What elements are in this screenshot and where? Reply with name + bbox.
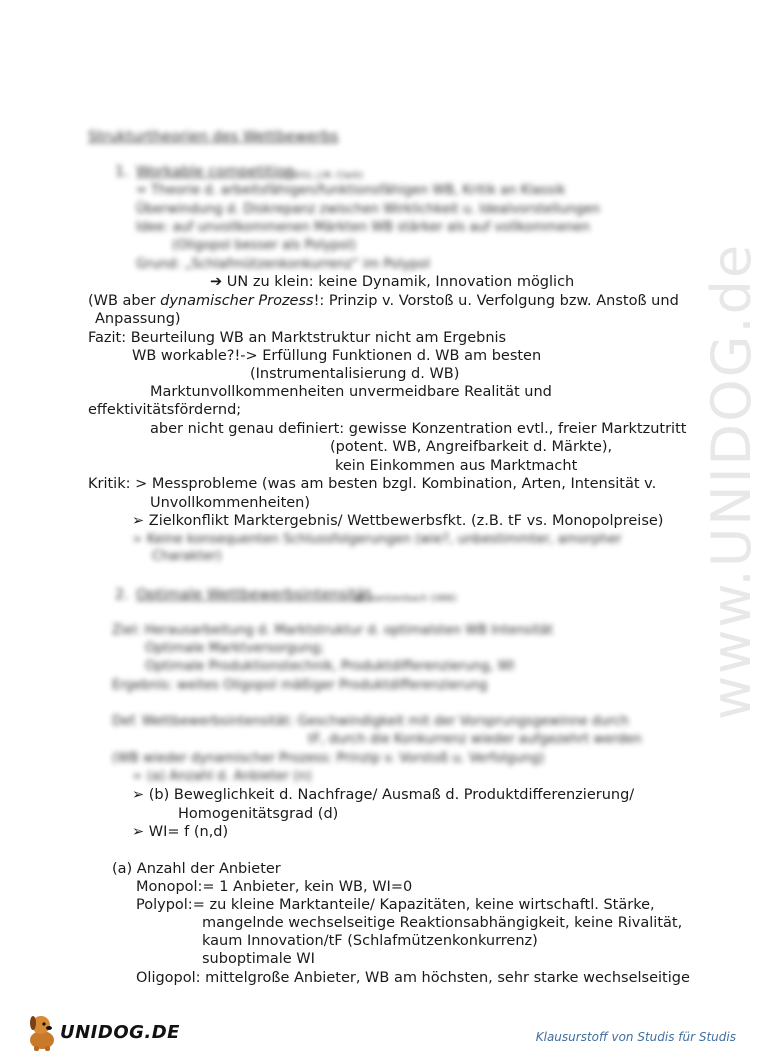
section1-line: Unvollkommenheiten) xyxy=(150,495,311,511)
section2-line: tF, durch die Konkurrenz wieder aufgezehrt werden xyxy=(308,732,642,747)
section3-line: mangelnde wechselseitige Reaktionsabhängigkeit, keine Rivalität, xyxy=(202,915,683,931)
section1-source: (1931; J.M. Clark) xyxy=(285,171,364,181)
section2-line: Optimale Produktionstechnik, Produktdifferenzierung, WI xyxy=(145,659,515,674)
section1-line: Marktunvollkommenheiten unvermeidbare Realität und xyxy=(150,384,552,400)
section1-line: kein Einkommen aus Marktmacht xyxy=(335,458,578,474)
section1-line: (Oligopol besser als Polypol) xyxy=(172,238,356,253)
section3-line: Monopol:= 1 Anbieter, kein WB, WI=0 xyxy=(136,879,413,895)
section2-line: Homogenitätsgrad (d) xyxy=(178,806,339,822)
section1-line: Kritik: > Messprobleme (was am besten bzgl. Kombination, Arten, Intensität v. xyxy=(88,476,657,492)
section2-line: ➢ WI= f (n,d) xyxy=(132,824,229,840)
footer-tagline: Klausurstoff von Studis für Studis xyxy=(535,1030,736,1044)
section2-line: Ergebnis: weites Oligopol mäßiger Produktdifferenzierung xyxy=(112,678,488,693)
section1-line: Anpassung) xyxy=(95,311,181,327)
section2-line: (WB wieder dynamischer Prozess: Prinzip v. Vorstoß u. Verfolgung) xyxy=(112,751,545,766)
section1-line: Überwindung d. Diskrepanz zwischen Wirklichkeit u. Idealvorstellungen xyxy=(136,202,601,217)
section1-line: Charakter) xyxy=(152,549,222,564)
watermark: www.UNIDOG.de xyxy=(700,242,763,720)
section2-title: Optimale Wettbewerbsintensität xyxy=(136,587,372,603)
section1-line: Idee: auf unvollkommenen Märkten WB stärker als auf vollkommenen xyxy=(136,220,591,235)
section1-line: Grund: „Schlafmützenkonkurrenz“ im Polypol xyxy=(136,257,430,272)
section2-line: Optimale Marktversorgung; xyxy=(145,641,324,656)
section3-line: suboptimale WI xyxy=(202,951,315,967)
section2-source: (E. Kantzenbach 1966) xyxy=(354,594,457,604)
section3-line: kaum Innovation/tF (Schlafmützenkonkurrenz) xyxy=(202,933,538,949)
section1-line: WB workable?!-> Erfüllung Funktionen d. WB am besten xyxy=(132,348,542,364)
section3-line: Oligopol: mittelgroße Anbieter, WB am höchsten, sehr starke wechselseitige xyxy=(136,970,690,986)
section2-number: 2. xyxy=(115,587,129,603)
section2-line: Def. Wettbewerbsintensität: Geschwindigkeit mit der Vorsprungsgewinne durch xyxy=(112,714,629,729)
section1-line: aber nicht genau definiert: gewisse Konzentration evtl., freier Marktzutritt xyxy=(150,421,687,437)
section2-line: Ziel: Herausarbeitung d. Marktstruktur d. optimalsten WB Intensität xyxy=(112,623,554,638)
footer-logo-text: UNIDOG.DE xyxy=(60,1022,180,1043)
section1-line: ➔ UN zu klein: keine Dynamik, Innovation möglich xyxy=(210,274,575,290)
section1-line: effektivitätsfördernd; xyxy=(88,402,242,418)
section3-line: Polypol:= zu kleine Marktanteile/ Kapazitäten, keine wirtschaftl. Stärke, xyxy=(136,897,655,913)
section1-number: 1. xyxy=(115,164,129,180)
section3-heading: (a) Anzahl der Anbieter xyxy=(112,861,281,877)
section1-line: Fazit: Beurteilung WB an Marktstruktur nicht am Ergebnis xyxy=(88,330,507,346)
dog-logo-icon xyxy=(24,1012,60,1052)
section1-line: (Instrumentalisierung d. WB) xyxy=(250,366,460,382)
section2-line: ➢ (a) Anzahl d. Anbieter (n) xyxy=(132,769,312,784)
section1-title: Workable competition xyxy=(136,164,295,180)
section1-line: ➢ Keine konsequenten Schlussfolgerungen (wie?, unbestimmter, amorpher xyxy=(132,532,622,547)
section1-line: (WB aber dynamischer Prozess!: Prinzip v. Vorstoß u. Verfolgung bzw. Anstoß und xyxy=(88,293,679,309)
section2-line: ➢ (b) Beweglichkeit d. Nachfrage/ Ausmaß d. Produktdifferenzierung/ xyxy=(132,787,635,803)
section1-line: = Theorie d. arbeitsfähigen/funktionsfähigen WB, Kritik an Klassik xyxy=(136,183,566,198)
section1-line: (potent. WB, Angreifbarkeit d. Märkte), xyxy=(330,439,613,455)
section1-line: ➢ Zielkonflikt Marktergebnis/ Wettbewerbsfkt. (z.B. tF vs. Monopolpreise) xyxy=(132,513,664,529)
page-heading: Strukturtheorien des Wettbewerbs xyxy=(88,129,339,145)
